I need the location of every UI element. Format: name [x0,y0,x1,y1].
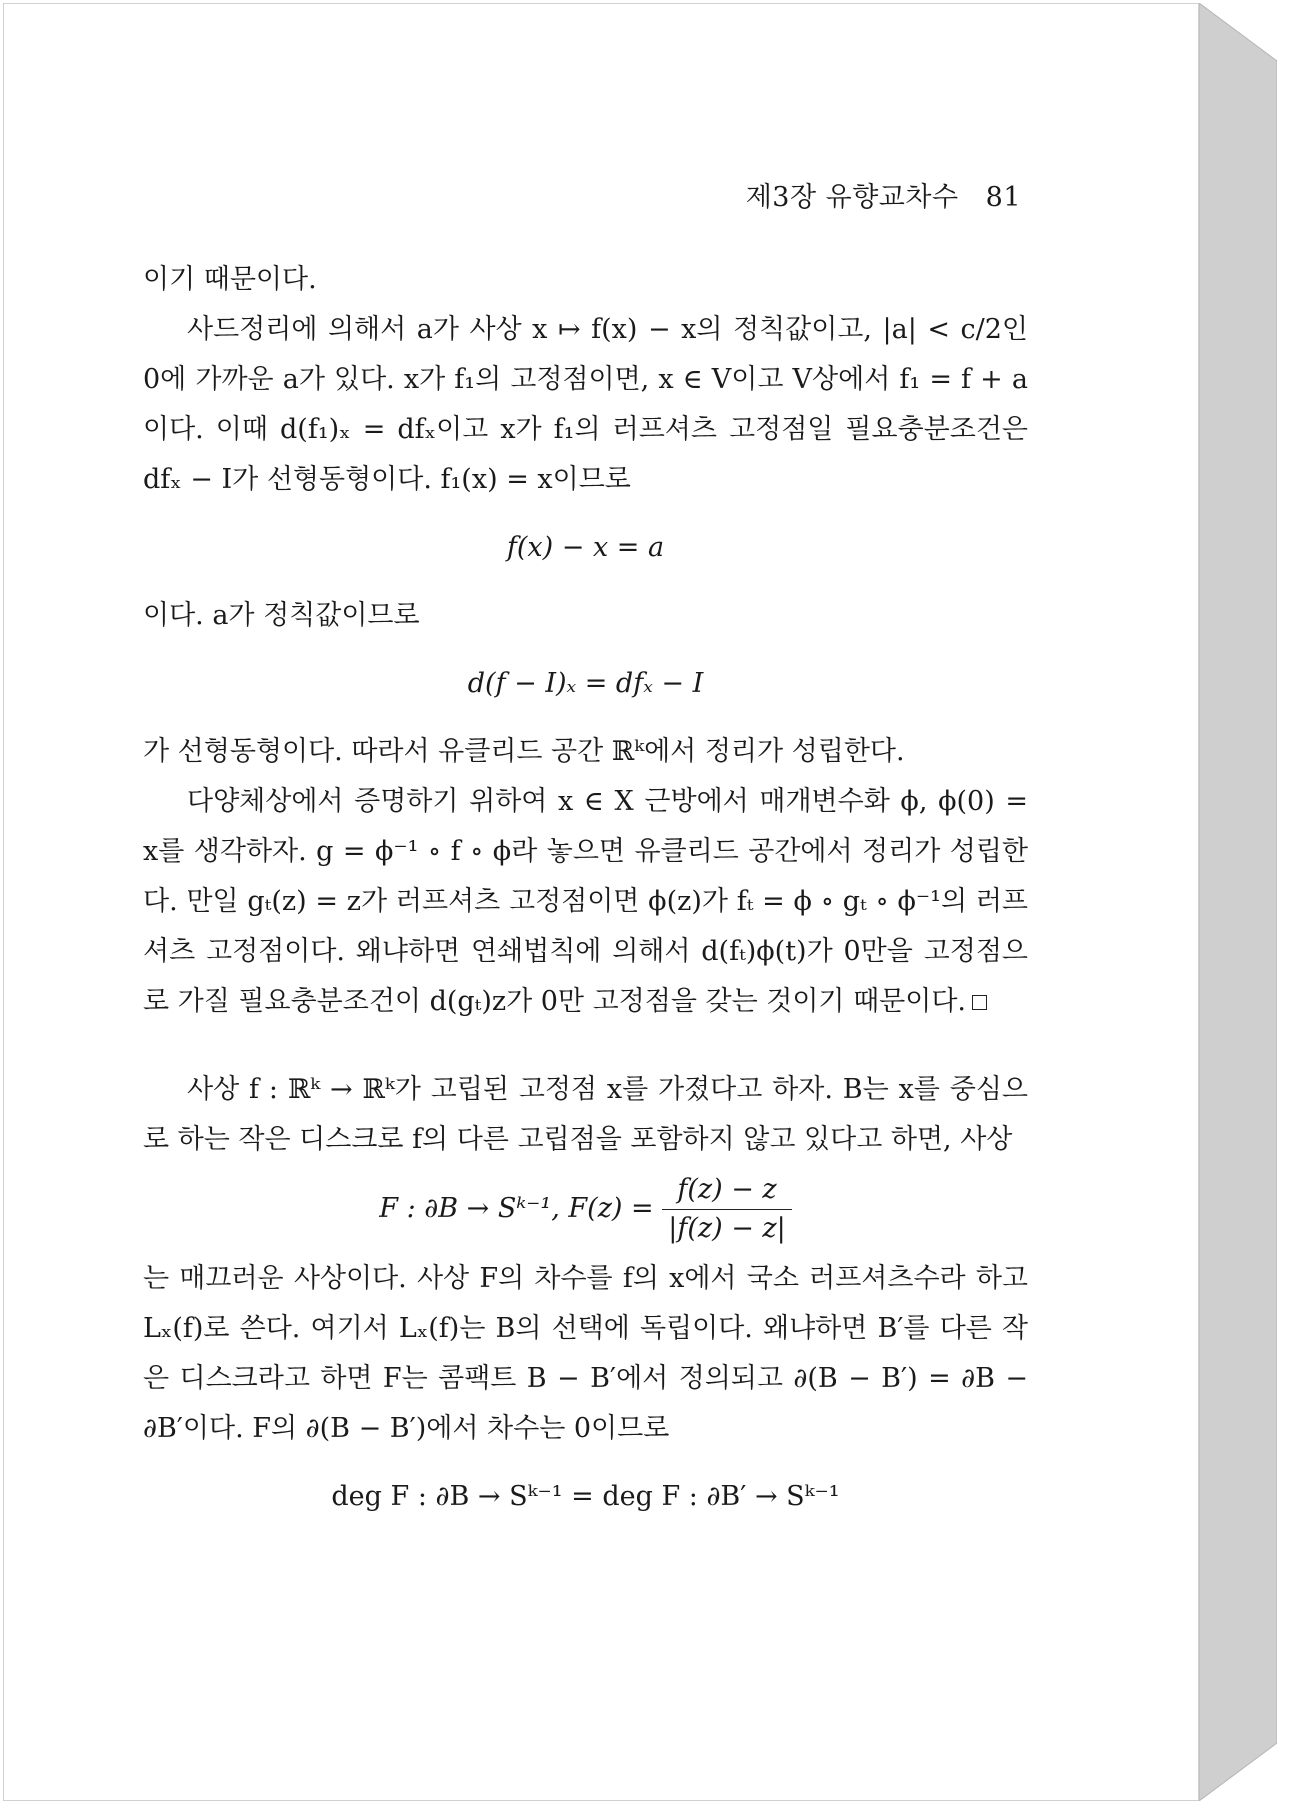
fraction [662,1171,792,1248]
paragraph: 사드정리에 의해서 a가 사상 x ↦ f(x) − x의 정칙값이고, |a| < c/2인 0에 가까운 a가 있다. x가 f₁의 고정점이면, x ∈ V이고 V상에서 f₁ = f + a이다. 이때 d(f₁)ₓ = dfₓ이고 x가 f₁의 러프셔츠 고정점일 필요충분조건은 dfₓ − I가 선형동형이다. f₁(x) = x이므로 [143,314,1028,495]
page-body [143,255,1028,1522]
display-equation: f(x) − x = a [506,532,665,563]
equation-left: F : ∂B → Sᵏ⁻¹, F(z) = [379,1193,654,1224]
paragraph: 는 매끄러운 사상이다. 사상 F의 차수를 f의 x에서 국소 러프셔츠수라 하고 Lₓ(f)로 쓴다. 여기서 Lₓ(f)는 B의 선택에 독립이다. 왜냐하면 B′를 다른 작은 디스크라고 하면 F는 콤팩트 B − B′에서 정의되고 ∂(B − B′) = ∂B − ∂B′이다. F의 ∂(B − B′)에서 차수는 0이므로 [143,1263,1028,1444]
paragraph: 가 선형동형이다. 따라서 유클리드 공간 ℝᵏ에서 정리가 성립한다. [143,736,905,767]
display-equation: deg F : ∂B → Sᵏ⁻¹ = deg F : ∂B′ → Sᵏ⁻¹ [331,1481,840,1512]
paragraph: 사상 f : ℝᵏ → ℝᵏ가 고립된 고정점 x를 가졌다고 하자. B는 x를 중심으로 하는 작은 디스크로 f의 다른 고립점을 포함하지 않고 있다고 하면, 사상 [143,1074,1028,1155]
page-number: 81 [985,182,1021,213]
paragraph: 이기 때문이다. [143,264,317,295]
running-header [746,175,1021,214]
fraction-denominator: |f(z) − z| [668,1213,786,1244]
display-equation: d(f − I)ₓ = dfₓ − I [467,668,704,699]
paragraph [143,777,1028,1027]
chapter-title: 제3장 유향교차수 [745,182,959,213]
paragraph-text: 다양체상에서 증명하기 위하여 x ∈ X 근방에서 매개변수화 ϕ, ϕ(0) = x를 생각하자. g = ϕ⁻¹ ∘ f ∘ ϕ라 놓으면 유클리드 공간에서 정리가 성립한다. 만일 gₜ(z) = z가 러프셔츠 고정점이면 ϕ(z)가 fₜ = ϕ ∘ gₜ ∘ ϕ⁻¹의 러프셔츠 고정점이다. 왜냐하면 연쇄법칙에 의해서 d(fₜ)ϕ(t)가 0만을 고정점으로 가질 필요충분조건이 d(gₜ)z가 0만 고정점을 갖는 것이기 때문이다. [143,786,1028,1017]
qed-symbol [972,995,987,1010]
paragraph: 이다. a가 정칙값이므로 [143,600,420,631]
display-equation-fraction [143,1171,1028,1248]
book-edge [1199,3,1277,1801]
fraction-numerator: f(z) − z [662,1171,792,1210]
